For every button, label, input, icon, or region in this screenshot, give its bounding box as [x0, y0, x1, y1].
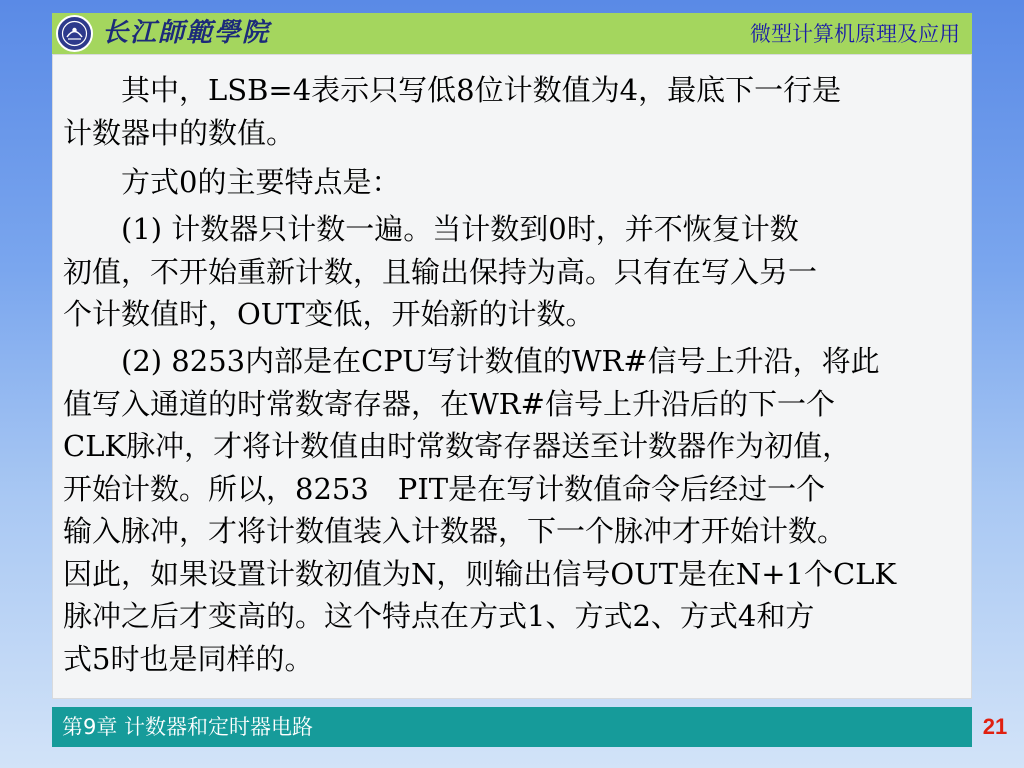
- school-name-logo: 长江師範學院: [102, 18, 271, 48]
- page-number: 21: [982, 714, 1008, 739]
- chapter-title: 第9章 计数器和定时器电路: [62, 715, 314, 739]
- course-title: 微型计算机原理及应用: [750, 22, 960, 46]
- paragraph-point-1: (1) 计数器只计数一遍。当计数到0时，并不恢复计数 初值，不开始重新计数，且输出保持为高。只有在写入另一 个计数值时，OUT变低，开始新的计数。: [63, 212, 818, 331]
- slide-content: [52, 54, 972, 699]
- footer-bar: [52, 707, 972, 747]
- paragraph-point-2: (2) 8253内部是在CPU写计数值的WR#信号上升沿，将此 值写入通道的时常数寄存器，在WR#信号上升沿后的下一个 CLK脉冲，才将计数值由时常数寄存器送至计数器作为初值， 开始计数。所以，8253 PIT是在写计数值命令后经过一个 输入脉冲，才将计数值装入计数器，下一个脉冲才开始计数。 因此，如果设置计数初值为N，则输出信号OUT是在N+1个CLK 脉冲之后才变高的。这个特点在方式1、方式2、方式4和方 式5时也是同样的。: [63, 344, 897, 676]
- paragraph-mode0-heading: 方式0的主要特点是：: [63, 165, 401, 199]
- header-bar: [52, 13, 972, 54]
- paragraph-lsb-note: 其中，LSB=4表示只写低8位计数值为4，最底下一行是 计数器中的数值。: [63, 73, 842, 150]
- school-seal-icon: [56, 15, 93, 52]
